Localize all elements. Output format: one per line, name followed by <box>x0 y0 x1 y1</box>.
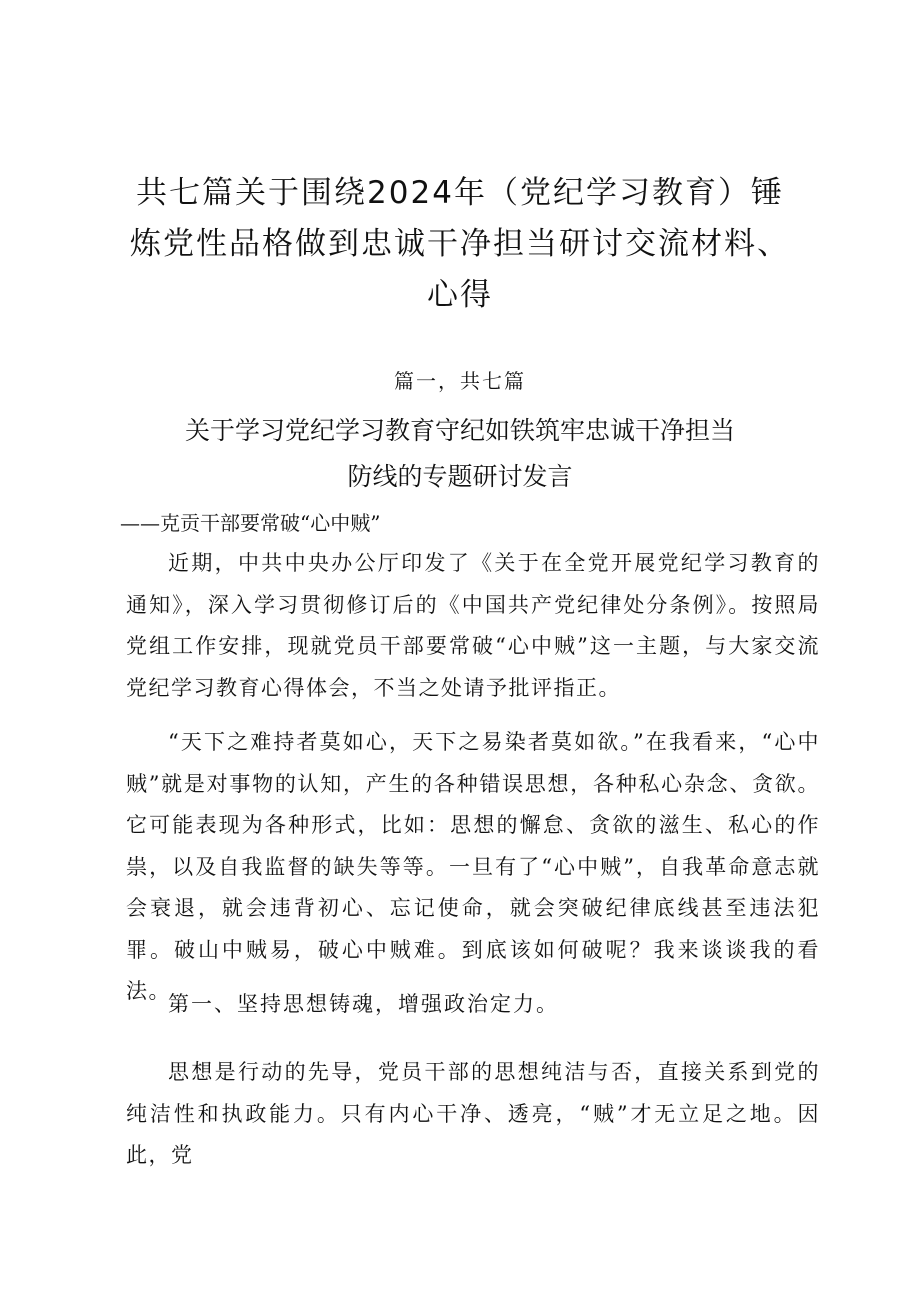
section-heading-first: 第一、坚持思想铸魂，增强政治定力。 <box>168 992 559 1016</box>
title-line-1: 共七篇关于围绕2024年（党纪学习教育）锤 <box>136 175 784 211</box>
part-label: 篇一，共七篇 <box>394 369 526 393</box>
speech-byline: ——克贡干部要常破“心中贼” <box>120 511 381 535</box>
speech-title-line-2: 防线的专题研讨发言 <box>347 462 573 491</box>
document-title <box>100 168 820 321</box>
paragraph-thought: 思想是行动的先导，党员干部的思想纯洁与否，直接关系到党的纯洁性和执政能力。只有内心干净、透亮，“贼”才无立足之地。因此，党 <box>126 1060 820 1167</box>
title-line-2: 炼党性品格做到忠诚干净担当研讨交流材料、 <box>130 226 790 262</box>
paragraph-intro: 近期，中共中央办公厅印发了《关于在全党开展党纪学习教育的通知》，深入学习贯彻修订后的《中国共产党纪律处分条例》。按照局党组工作安排，现就党员干部要常破“心中贼”这一主题，与大家交流党纪学习教育心得体会，不当之处请予批评指正。 <box>126 551 820 700</box>
speech-title <box>100 408 820 500</box>
title-line-3: 心得 <box>427 277 493 313</box>
paragraph-heart-thief: “天下之难持者莫如心，天下之易染者莫如欲。”在我看来，“心中贼”就是对事物的认知，产生的各种错误思想，各种私心杂念、贪欲。它可能表现为各种形式，比如：思想的懈怠、贪欲的滋生、私心的作祟，以及自我监督的缺失等等。一旦有了“心中贼”，自我革命意志就会衰退，就会违背初心、忘记使命，就会突破纪律底线甚至违法犯罪。破山中贼易，破心中贼难。到底该如何破呢？我来谈谈我的看法。 <box>126 730 820 1003</box>
speech-title-line-1: 关于学习党纪学习教育守纪如铁筑牢忠诚干净担当 <box>184 416 735 445</box>
